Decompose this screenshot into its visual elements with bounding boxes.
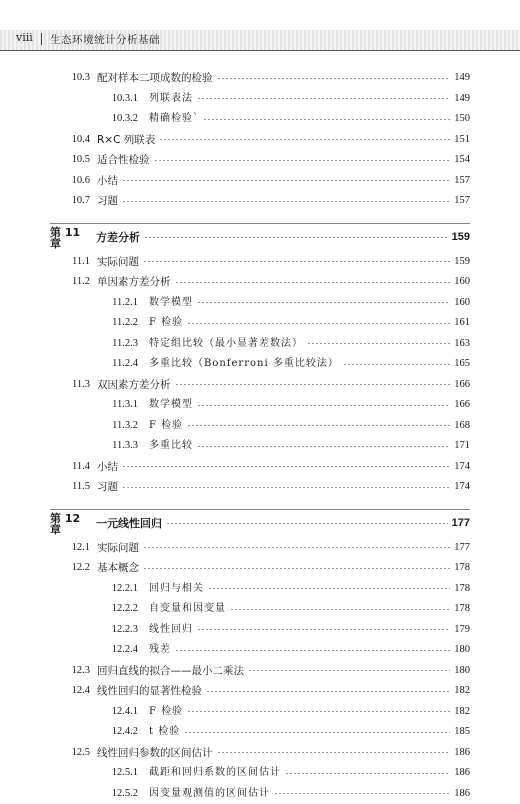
toc-entry-page: 166 xyxy=(454,400,470,411)
toc-dot-leader xyxy=(187,425,450,426)
toc-entry-number: 10.4 xyxy=(50,135,90,146)
toc-entry-page: 180 xyxy=(454,666,470,677)
toc-chapter-entry[interactable] xyxy=(50,509,470,538)
toc-entry-title: 小结 xyxy=(97,462,118,473)
toc-entry-number: 第 11 章 xyxy=(50,227,90,249)
toc-section-entry[interactable] xyxy=(50,538,470,559)
toc-section-entry[interactable] xyxy=(50,150,470,171)
toc-subsection-entry[interactable] xyxy=(50,784,470,804)
toc-entry-page: 186 xyxy=(454,748,470,759)
toc-subsection-entry[interactable] xyxy=(50,109,470,130)
toc-entry-number: 10.5 xyxy=(50,155,90,166)
toc-entry-page: 160 xyxy=(454,298,470,309)
toc-section-entry[interactable] xyxy=(50,191,470,212)
toc-dot-leader xyxy=(143,568,450,569)
toc-subsection-entry[interactable] xyxy=(50,416,470,437)
toc-entry-number: 10.3.2 xyxy=(50,114,138,125)
toc-entry-number: 11.2.3 xyxy=(50,339,138,350)
toc-entry-page: 151 xyxy=(454,135,470,146)
toc-dot-leader xyxy=(143,547,450,548)
toc-section-entry[interactable] xyxy=(50,375,470,396)
toc-entry-number: 11.3.3 xyxy=(50,441,138,452)
toc-subsection-entry[interactable] xyxy=(50,640,470,661)
toc-subsection-entry[interactable] xyxy=(50,620,470,641)
toc-section-entry[interactable] xyxy=(50,457,470,478)
toc-entry-title: 回归直线的拟合——最小二乘法 xyxy=(97,666,244,677)
toc-entry-title: 线性回归参数的区间估计 xyxy=(97,748,213,759)
toc-subsection-entry[interactable] xyxy=(50,334,470,355)
toc-entry-number: 12.4.1 xyxy=(50,707,138,718)
toc-entry-title: 多重比较 xyxy=(149,441,193,451)
toc-dot-leader xyxy=(187,711,450,712)
toc-entry-title: 方差分析 xyxy=(96,232,140,243)
toc-entry-number: 12.2.2 xyxy=(50,604,138,615)
toc-entry-page: 179 xyxy=(454,625,470,636)
header-divider xyxy=(41,33,42,45)
toc-dot-leader xyxy=(343,364,450,365)
toc-dot-leader xyxy=(197,405,450,406)
toc-subsection-entry[interactable] xyxy=(50,702,470,723)
toc-entry-page: 154 xyxy=(454,155,470,166)
toc-entry-page: 182 xyxy=(454,686,470,697)
toc-entry-number: 12.5.2 xyxy=(50,789,138,800)
toc-entry-number: 11.3.2 xyxy=(50,421,138,432)
toc-entry-title: 习题 xyxy=(97,482,118,493)
toc-dot-leader xyxy=(154,160,451,161)
chapter-spacer xyxy=(50,498,470,506)
toc-entry-number: 12.2.3 xyxy=(50,625,138,636)
toc-section-entry[interactable] xyxy=(50,661,470,682)
toc-entry-number: 10.7 xyxy=(50,196,90,207)
toc-dot-leader xyxy=(230,609,450,610)
toc-entry-number: 11.2 xyxy=(50,277,90,288)
toc-dot-leader xyxy=(143,261,450,262)
toc-entry-number: 11.3.1 xyxy=(50,400,138,411)
toc-entry-title: 基本概念 xyxy=(97,563,139,574)
toc-section-entry[interactable] xyxy=(50,272,470,293)
toc-subsection-entry[interactable] xyxy=(50,293,470,314)
running-header xyxy=(0,0,520,52)
toc-subsection-entry[interactable] xyxy=(50,763,470,784)
toc-entry-number: 11.2.4 xyxy=(50,359,138,370)
toc-entry-number: 11.2.2 xyxy=(50,318,138,329)
chapter-spacer xyxy=(50,212,470,220)
toc-entry-title: 因变量观测值的区间估计 xyxy=(149,789,270,799)
toc-entry-title: 双因素方差分析 xyxy=(97,380,171,391)
toc-subsection-entry[interactable] xyxy=(50,313,470,334)
toc-entry-title: 小结 xyxy=(97,176,118,187)
toc-dot-leader xyxy=(122,180,450,181)
header-page-number: viii xyxy=(16,31,33,44)
toc-dot-leader xyxy=(184,732,450,733)
toc-entry-title: 实际问题 xyxy=(97,257,139,268)
toc-entry-page: 165 xyxy=(454,359,470,370)
toc-entry-title: 配对样本二项成数的检验 xyxy=(97,73,213,84)
toc-entry-page: 186 xyxy=(454,789,470,800)
toc-entry-title: 线性回归 xyxy=(149,625,193,635)
toc-entry-title: 线性回归的显著性检验 xyxy=(97,686,202,697)
toc-entry-page: 149 xyxy=(454,94,470,105)
toc-entry-page: 182 xyxy=(454,707,470,718)
toc-entry-number: 12.2.4 xyxy=(50,645,138,656)
toc-entry-number: 11.3 xyxy=(50,380,90,391)
toc-dot-leader xyxy=(217,78,451,79)
toc-dot-leader xyxy=(197,98,450,99)
toc-dot-leader xyxy=(203,119,450,120)
toc-entry-number: 12.2.1 xyxy=(50,584,138,595)
toc-entry-number: 12.5.1 xyxy=(50,768,138,779)
header-book-title: 生态环境统计分析基础 xyxy=(50,32,160,47)
toc-entry-number: 11.4 xyxy=(50,462,90,473)
toc-entry-title: 数学模型 xyxy=(149,400,193,410)
toc-entry-title: F 检验 xyxy=(149,421,183,431)
toc-section-entry[interactable] xyxy=(50,743,470,764)
toc-entry-title: 习题 xyxy=(97,196,118,207)
toc-dot-leader xyxy=(187,323,450,324)
toc-dot-leader xyxy=(122,487,450,488)
toc-section-entry[interactable] xyxy=(50,252,470,273)
toc-dot-leader xyxy=(197,446,450,447)
toc-entry-page: 157 xyxy=(454,196,470,207)
toc-entry-page: 178 xyxy=(454,604,470,615)
toc-entry-title: 残差 xyxy=(149,645,171,655)
toc-dot-leader xyxy=(248,670,450,671)
toc-entry-page: 159 xyxy=(452,232,470,243)
table-of-contents xyxy=(50,68,470,804)
toc-entry-page: 177 xyxy=(452,518,470,529)
toc-dot-leader xyxy=(166,523,448,524)
toc-dot-leader xyxy=(175,384,451,385)
toc-entry-number: 11.1 xyxy=(50,257,90,268)
toc-subsection-entry[interactable] xyxy=(50,579,470,600)
toc-entry-page: 178 xyxy=(454,584,470,595)
toc-dot-leader xyxy=(159,139,450,140)
toc-entry-page: 159 xyxy=(454,257,470,268)
toc-entry-page: 168 xyxy=(454,421,470,432)
toc-entry-title: 适合性检验 xyxy=(97,155,150,166)
toc-entry-title: 数学模型 xyxy=(149,298,193,308)
toc-subsection-entry[interactable] xyxy=(50,722,470,743)
toc-entry-page: 171 xyxy=(454,441,470,452)
toc-section-entry[interactable] xyxy=(50,171,470,192)
toc-entry-number: 10.3.1 xyxy=(50,94,138,105)
toc-entry-page: 160 xyxy=(454,277,470,288)
toc-entry-number: 11.2.1 xyxy=(50,298,138,309)
toc-chapter-entry[interactable] xyxy=(50,223,470,252)
toc-entry-title: 回归与相关 xyxy=(149,584,204,594)
toc-entry-number: 12.2 xyxy=(50,563,90,574)
toc-entry-page: 149 xyxy=(454,73,470,84)
toc-entry-number: 12.4 xyxy=(50,686,90,697)
toc-subsection-entry[interactable] xyxy=(50,395,470,416)
toc-entry-number: 11.5 xyxy=(50,482,90,493)
toc-entry-title: 截距和回归系数的区间估计 xyxy=(149,768,281,778)
toc-subsection-entry[interactable] xyxy=(50,599,470,620)
toc-dot-leader xyxy=(175,282,451,283)
toc-section-entry[interactable] xyxy=(50,681,470,702)
toc-dot-leader xyxy=(206,691,450,692)
toc-entry-number: 10.6 xyxy=(50,176,90,187)
toc-dot-leader xyxy=(197,302,450,303)
toc-entry-number: 12.4.2 xyxy=(50,727,138,738)
toc-entry-page: 157 xyxy=(454,176,470,187)
toc-entry-title: R×C 列联表 xyxy=(97,135,155,146)
toc-entry-page: 180 xyxy=(454,645,470,656)
toc-entry-title: t 检验 xyxy=(149,727,180,737)
toc-entry-page: 174 xyxy=(454,462,470,473)
toc-dot-leader xyxy=(144,237,448,238)
toc-entry-title: 自变量和因变量 xyxy=(149,604,226,614)
toc-entry-title: 列联表法 xyxy=(149,94,193,104)
toc-entry-number: 10.3 xyxy=(50,73,90,84)
toc-entry-title: 单因素方差分析 xyxy=(97,277,171,288)
toc-entry-title: 多重比较（Bonferroni 多重比较法） xyxy=(149,359,339,369)
toc-entry-page: 161 xyxy=(454,318,470,329)
toc-section-entry[interactable] xyxy=(50,68,470,89)
toc-entry-page: 166 xyxy=(454,380,470,391)
toc-section-entry[interactable] xyxy=(50,558,470,579)
toc-dot-leader xyxy=(217,752,451,753)
toc-entry-page: 178 xyxy=(454,563,470,574)
toc-dot-leader xyxy=(285,773,450,774)
toc-entry-page: 177 xyxy=(454,543,470,554)
toc-entry-page: 163 xyxy=(454,339,470,350)
toc-dot-leader xyxy=(208,588,450,589)
toc-entry-number: 12.5 xyxy=(50,748,90,759)
toc-entry-title: F 检验 xyxy=(149,318,183,328)
toc-entry-page: 150 xyxy=(454,114,470,125)
toc-entry-title: 精确检验` xyxy=(149,114,199,124)
toc-section-entry[interactable] xyxy=(50,130,470,151)
toc-dot-leader xyxy=(122,466,450,467)
toc-entry-number: 第 12 章 xyxy=(50,513,90,535)
toc-subsection-entry[interactable] xyxy=(50,436,470,457)
toc-entry-page: 174 xyxy=(454,482,470,493)
toc-entry-title: 实际问题 xyxy=(97,543,139,554)
toc-entry-number: 12.3 xyxy=(50,666,90,677)
toc-entry-title: F 检验 xyxy=(149,707,183,717)
toc-dot-leader xyxy=(197,629,450,630)
toc-entry-page: 185 xyxy=(454,727,470,738)
toc-dot-leader xyxy=(274,793,450,794)
toc-dot-leader xyxy=(122,201,450,202)
toc-subsection-entry[interactable] xyxy=(50,89,470,110)
toc-dot-leader xyxy=(307,343,450,344)
toc-section-entry[interactable] xyxy=(50,477,470,498)
toc-entry-title: 特定组比较（最小显著差数法） xyxy=(149,339,303,349)
toc-dot-leader xyxy=(175,650,450,651)
toc-entry-number: 12.1 xyxy=(50,543,90,554)
toc-entry-page: 186 xyxy=(454,768,470,779)
toc-entry-title: 一元线性回归 xyxy=(96,518,162,529)
toc-subsection-entry[interactable] xyxy=(50,354,470,375)
